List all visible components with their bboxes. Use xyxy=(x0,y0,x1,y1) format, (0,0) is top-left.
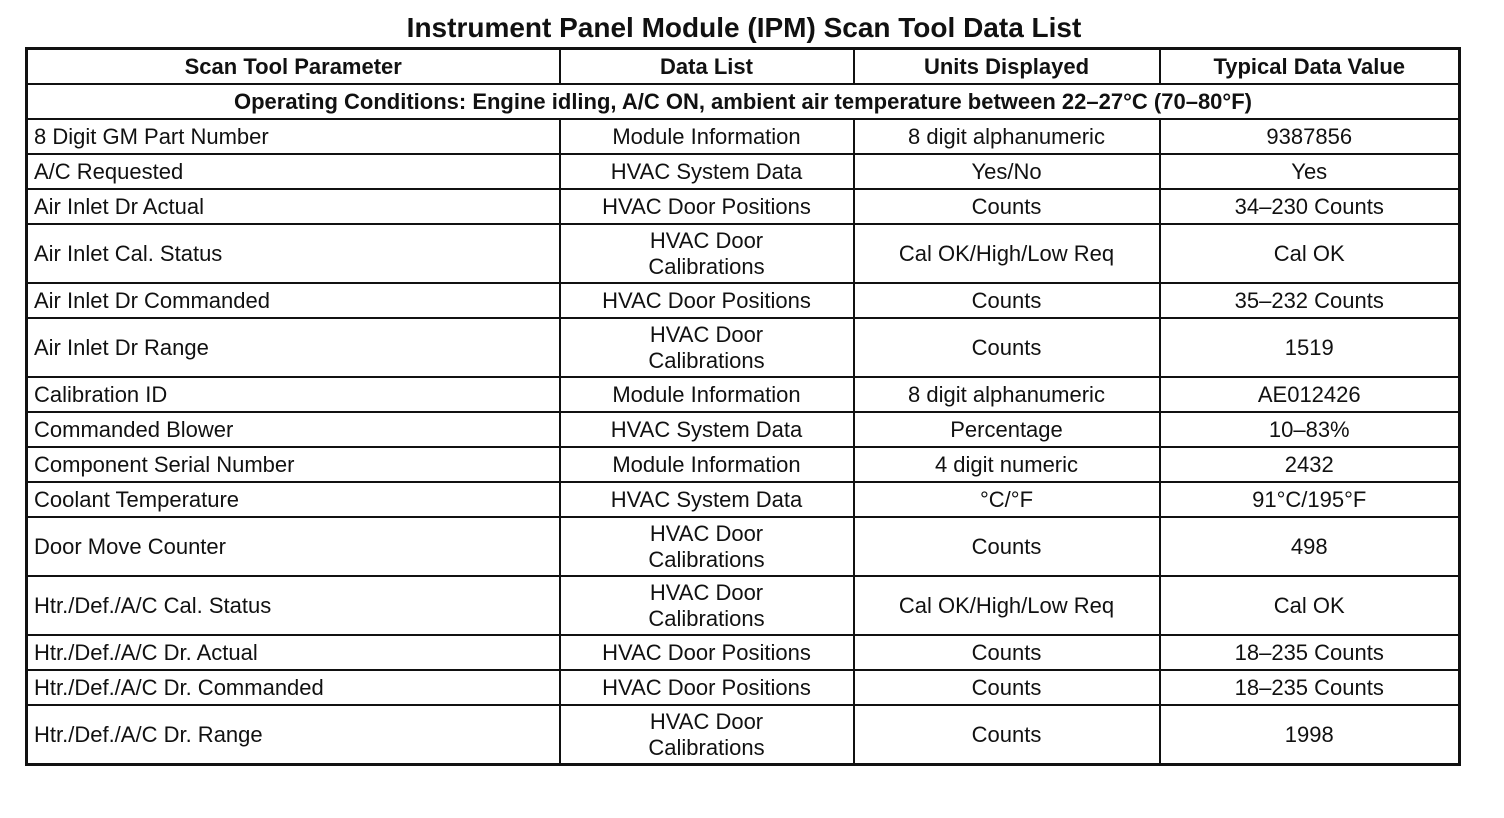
table-row xyxy=(27,517,1460,576)
cell-typical-value-text: 18–235 Counts xyxy=(1234,639,1384,665)
cell-data-list-text: HVAC System Data xyxy=(610,158,803,184)
cell-units-text: Counts xyxy=(971,334,1042,360)
cell-parameter xyxy=(27,670,560,705)
cell-parameter-text: 8 Digit GM Part Number xyxy=(34,123,269,149)
cell-data-list-text: HVAC Door Positions xyxy=(602,639,811,665)
cell-typical-value xyxy=(1160,318,1460,377)
cell-units-text: 8 digit alphanumeric xyxy=(908,381,1105,407)
cell-data-list xyxy=(560,283,854,318)
table-row xyxy=(27,482,1460,517)
cell-parameter xyxy=(27,635,560,670)
cell-parameter-text: Htr./Def./A/C Cal. Status xyxy=(34,592,272,618)
cell-units-text: Percentage xyxy=(950,416,1063,442)
cell-data-list-text: HVAC Door Positions xyxy=(602,674,811,700)
table-row xyxy=(27,318,1460,377)
cell-units xyxy=(854,377,1160,412)
cell-units-text: Counts xyxy=(971,674,1042,700)
cell-data-list xyxy=(560,189,854,224)
cell-units xyxy=(854,119,1160,154)
cell-units xyxy=(854,705,1160,765)
cell-data-list xyxy=(560,119,854,154)
cell-typical-value-text: 498 xyxy=(1290,533,1328,559)
cell-typical-value xyxy=(1160,189,1460,224)
table-row xyxy=(27,119,1460,154)
cell-data-list xyxy=(560,517,854,576)
cell-parameter-text: Htr./Def./A/C Dr. Range xyxy=(34,721,263,747)
cell-typical-value xyxy=(1160,517,1460,576)
cell-typical-value-text: 18–235 Counts xyxy=(1234,674,1384,700)
cell-parameter-text: Htr./Def./A/C Dr. Actual xyxy=(34,639,258,665)
header-data-list: Data List xyxy=(560,49,854,85)
cell-units-text: Counts xyxy=(971,639,1042,665)
cell-data-list xyxy=(560,705,854,765)
cell-typical-value-text: Yes xyxy=(1291,158,1328,184)
cell-units-text: Yes/No xyxy=(971,158,1042,184)
cell-typical-value-text: 1519 xyxy=(1284,334,1334,360)
table-row xyxy=(27,635,1460,670)
cell-data-list-text: Module Information xyxy=(612,123,801,149)
operating-conditions: Operating Conditions: Engine idling, A/C ON, ambient air temperature between 22–27°C (70–80°F) xyxy=(27,84,1460,119)
cell-typical-value-text: 9387856 xyxy=(1266,123,1353,149)
cell-parameter xyxy=(27,482,560,517)
operating-conditions-row xyxy=(27,84,1460,119)
cell-data-list-text: Module Information xyxy=(612,381,801,407)
cell-typical-value-text: 1998 xyxy=(1284,721,1334,747)
table-row xyxy=(27,576,1460,635)
table-row xyxy=(27,224,1460,283)
cell-data-list xyxy=(560,224,854,283)
cell-parameter xyxy=(27,318,560,377)
cell-data-list-text: HVAC System Data xyxy=(610,416,803,442)
cell-data-list-text: HVAC Door Calibrations xyxy=(648,321,765,373)
cell-data-list-text: HVAC Door Positions xyxy=(602,287,811,313)
cell-typical-value-text: 34–230 Counts xyxy=(1234,193,1384,219)
scan-tool-data-table xyxy=(25,47,1461,766)
cell-data-list xyxy=(560,154,854,189)
cell-typical-value xyxy=(1160,119,1460,154)
cell-typical-value xyxy=(1160,576,1460,635)
cell-data-list xyxy=(560,412,854,447)
cell-parameter-text: Air Inlet Cal. Status xyxy=(34,240,223,266)
cell-data-list xyxy=(560,482,854,517)
cell-parameter xyxy=(27,119,560,154)
cell-data-list-text: Module Information xyxy=(612,451,801,477)
cell-parameter xyxy=(27,517,560,576)
table-row xyxy=(27,447,1460,482)
cell-units-text: Counts xyxy=(971,287,1042,313)
cell-parameter xyxy=(27,412,560,447)
cell-typical-value xyxy=(1160,283,1460,318)
cell-typical-value xyxy=(1160,482,1460,517)
cell-typical-value-text: Cal OK xyxy=(1273,592,1345,618)
cell-data-list-text: HVAC Door Calibrations xyxy=(648,708,765,760)
table-row xyxy=(27,189,1460,224)
cell-parameter xyxy=(27,576,560,635)
header-row xyxy=(27,49,1460,85)
table-row xyxy=(27,377,1460,412)
cell-parameter xyxy=(27,283,560,318)
cell-data-list xyxy=(560,447,854,482)
cell-typical-value-text: Cal OK xyxy=(1273,240,1345,266)
cell-parameter-text: Coolant Temperature xyxy=(34,486,240,512)
cell-parameter-text: A/C Requested xyxy=(34,158,184,184)
cell-data-list xyxy=(560,635,854,670)
cell-units xyxy=(854,189,1160,224)
cell-parameter-text: Air Inlet Dr Actual xyxy=(34,193,204,219)
cell-parameter-text: Component Serial Number xyxy=(34,451,295,477)
cell-units-text: Cal OK/High/Low Req xyxy=(898,592,1115,618)
cell-typical-value xyxy=(1160,635,1460,670)
header-typical-value: Typical Data Value xyxy=(1160,49,1460,85)
cell-typical-value xyxy=(1160,377,1460,412)
cell-typical-value xyxy=(1160,705,1460,765)
header-parameter: Scan Tool Parameter xyxy=(27,49,560,85)
cell-typical-value xyxy=(1160,670,1460,705)
cell-parameter xyxy=(27,705,560,765)
cell-parameter-text: Calibration ID xyxy=(34,381,168,407)
header-units: Units Displayed xyxy=(854,49,1160,85)
cell-data-list-text: HVAC Door Positions xyxy=(602,193,811,219)
cell-units xyxy=(854,635,1160,670)
cell-parameter xyxy=(27,189,560,224)
cell-data-list-text: HVAC Door Calibrations xyxy=(648,227,765,279)
cell-units xyxy=(854,318,1160,377)
cell-data-list xyxy=(560,377,854,412)
cell-typical-value xyxy=(1160,447,1460,482)
cell-data-list-text: HVAC System Data xyxy=(610,486,803,512)
cell-units-text: Counts xyxy=(971,533,1042,559)
cell-parameter-text: Air Inlet Dr Range xyxy=(34,334,209,360)
cell-parameter-text: Commanded Blower xyxy=(34,416,234,442)
cell-parameter xyxy=(27,154,560,189)
cell-parameter xyxy=(27,377,560,412)
cell-units xyxy=(854,224,1160,283)
cell-units xyxy=(854,517,1160,576)
page-title: Instrument Panel Module (IPM) Scan Tool Data List xyxy=(406,12,1082,43)
cell-typical-value xyxy=(1160,154,1460,189)
cell-data-list xyxy=(560,670,854,705)
cell-units-text: Cal OK/High/Low Req xyxy=(898,240,1115,266)
cell-typical-value-text: AE012426 xyxy=(1257,381,1361,407)
cell-parameter-text: Htr./Def./A/C Dr. Commanded xyxy=(34,674,324,700)
cell-parameter xyxy=(27,224,560,283)
cell-units xyxy=(854,412,1160,447)
cell-data-list xyxy=(560,318,854,377)
cell-units-text: 4 digit numeric xyxy=(934,451,1079,477)
table-row xyxy=(27,670,1460,705)
cell-units xyxy=(854,283,1160,318)
cell-typical-value xyxy=(1160,412,1460,447)
cell-parameter xyxy=(27,447,560,482)
cell-units xyxy=(854,447,1160,482)
cell-typical-value xyxy=(1160,224,1460,283)
table-row xyxy=(27,412,1460,447)
cell-units-text: Counts xyxy=(971,193,1042,219)
cell-parameter-text: Door Move Counter xyxy=(34,533,226,559)
cell-data-list xyxy=(560,576,854,635)
cell-data-list-text: HVAC Door Calibrations xyxy=(648,520,765,572)
cell-units xyxy=(854,482,1160,517)
table-row xyxy=(27,705,1460,765)
cell-units-text: Counts xyxy=(971,721,1042,747)
cell-typical-value-text: 91°C/195°F xyxy=(1252,486,1367,512)
cell-data-list-text: HVAC Door Calibrations xyxy=(648,579,765,631)
cell-typical-value-text: 2432 xyxy=(1284,451,1334,477)
cell-units-text: 8 digit alphanumeric xyxy=(908,123,1105,149)
cell-typical-value-text: 10–83% xyxy=(1268,416,1350,442)
cell-typical-value-text: 35–232 Counts xyxy=(1234,287,1384,313)
table-row xyxy=(27,154,1460,189)
cell-units xyxy=(854,576,1160,635)
cell-parameter-text: Air Inlet Dr Commanded xyxy=(34,287,270,313)
cell-units-text: °C/°F xyxy=(979,486,1034,512)
cell-units xyxy=(854,670,1160,705)
table-row xyxy=(27,283,1460,318)
cell-units xyxy=(854,154,1160,189)
